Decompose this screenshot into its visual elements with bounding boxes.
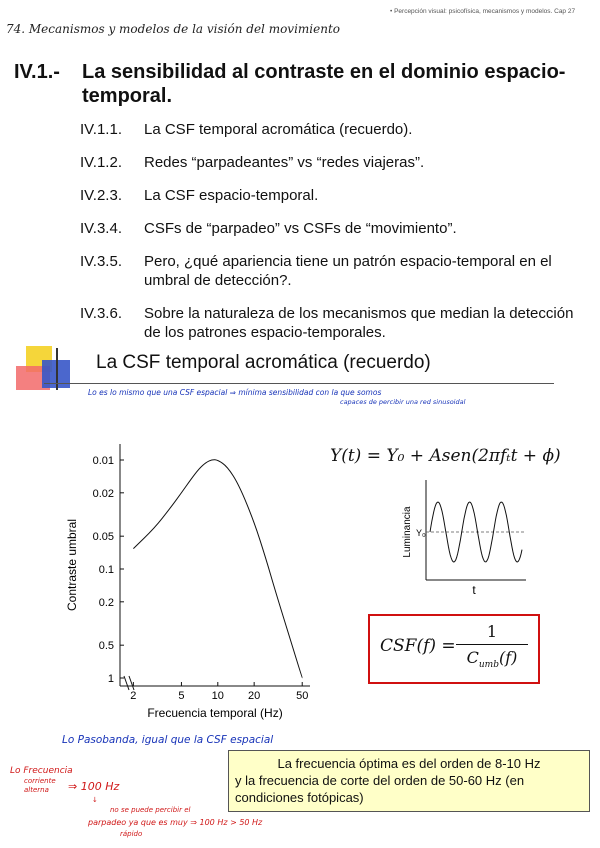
toc-item — [80, 120, 590, 139]
toc-item-text: La CSF espacio-temporal. — [144, 187, 319, 204]
handwritten-corriente: corriente — [24, 777, 56, 785]
y-tick-label: 0.1 — [98, 564, 114, 576]
toc-item-number: IV.3.4. — [80, 220, 122, 237]
summary-line-1: La frecuencia óptima es del orden de 8-10 Hz — [277, 756, 541, 771]
summary-line-2: y la frecuencia de corte del orden de 50-60 Hz (en condiciones fotópicas) — [235, 773, 525, 805]
sinusoid-equation: Y(t) = Y₀ + Asen(2πfₜt + ϕ) — [330, 446, 561, 466]
reference-note: • Percepción visual: psicofísica, mecanismos y modelos. Cap 27 — [390, 8, 576, 15]
handwritten-note-blue-2: capaces de percibir una red sinusoidal — [340, 398, 466, 406]
x-tick-label: 5 — [178, 690, 185, 702]
csf-definition-box — [368, 614, 540, 684]
toc-item-text: La CSF temporal acromática (recuerdo). — [144, 121, 413, 138]
handwritten-note-blue: Lo es lo mismo que una CSF espacial ⇒ mínima sensibilidad con la que somos — [88, 388, 382, 397]
section-title: La sensibilidad al contraste en el dominio espacio-temporal. — [82, 61, 566, 107]
y-axis-label: Contraste umbral — [65, 518, 79, 612]
table-of-contents — [80, 120, 590, 356]
sine-y0-label: Y₀ — [416, 528, 426, 538]
toc-item — [80, 304, 590, 342]
toc-item-text: CSFs de “parpadeo” vs CSFs de “movimiento”. — [144, 220, 457, 237]
slide-title-divider — [44, 383, 554, 384]
csf-temporal-chart — [60, 440, 320, 730]
toc-item-text: Pero, ¿qué apariencia tiene un patrón espacio-temporal en el umbral de detección?. — [144, 253, 552, 289]
axis-break-mark — [124, 676, 134, 690]
toc-item-number: IV.1.2. — [80, 154, 122, 171]
handwritten-no-puede-3: rápido — [120, 830, 143, 838]
slide-logo — [16, 346, 74, 392]
csf-curve-series — [133, 460, 302, 678]
csf-denominator: $C_{umb}(f)$ — [466, 648, 518, 671]
toc-item-text: Sobre la naturaleza de los mecanismos que median la detección de los patrones espacio-temporales. — [144, 305, 574, 341]
x-tick-label: 20 — [248, 690, 261, 702]
down-arrow-icon: ↓ — [92, 796, 98, 804]
y-tick-label: 0.01 — [92, 455, 114, 467]
handwritten-no-puede-1: no se puede percibir el — [110, 806, 191, 814]
handwritten-no-puede-2: parpadeo ya que es muy ⇒ 100 Hz > 50 Hz — [88, 818, 263, 827]
sine-y-label: Luminancia — [402, 506, 413, 558]
handwritten-alterna: alterna — [24, 786, 49, 794]
toc-item-number: IV.1.1. — [80, 121, 122, 138]
y-tick-label: 0.02 — [92, 487, 114, 500]
csf-numerator: 1 — [486, 622, 498, 641]
document-header-title: 74. Mecanismos y modelos de la visión del movimiento — [6, 22, 341, 36]
toc-item — [80, 186, 590, 205]
handwritten-frecuencia: Lo Frecuencia — [10, 766, 73, 776]
toc-item-text: Redes “parpadeantes” vs “redes viajeras”. — [144, 154, 425, 171]
handwritten-100hz: ⇒ 100 Hz — [68, 780, 120, 793]
luminance-sine-diagram — [396, 476, 536, 600]
y-tick-label: 0.5 — [98, 640, 114, 653]
handwritten-pasobanda: Lo Pasobanda, igual que la CSF espacial — [62, 734, 274, 746]
summary-box — [228, 750, 590, 812]
toc-item-number: IV.3.6. — [80, 305, 122, 322]
slide-title: La CSF temporal acromática (recuerdo) — [96, 352, 431, 373]
section-number: IV.1.- — [14, 61, 60, 83]
y-tick-label: 0.05 — [92, 531, 114, 544]
x-tick-label: 2 — [130, 690, 137, 702]
y-tick-label: 1 — [107, 673, 114, 685]
csf-fraction — [456, 622, 528, 670]
x-tick-label: 50 — [296, 690, 309, 702]
x-tick-label: 10 — [211, 690, 224, 702]
toc-item — [80, 252, 590, 290]
csf-equation-lhs: CSF(f) = — [380, 636, 456, 656]
y-tick-label: 0.2 — [98, 596, 114, 609]
toc-item-number: IV.2.3. — [80, 187, 122, 204]
toc-item — [80, 219, 590, 238]
toc-item — [80, 153, 590, 172]
x-axis-label: Frecuencia temporal (Hz) — [147, 706, 283, 720]
toc-item-number: IV.3.5. — [80, 253, 122, 270]
sine-x-label: t — [472, 583, 476, 597]
